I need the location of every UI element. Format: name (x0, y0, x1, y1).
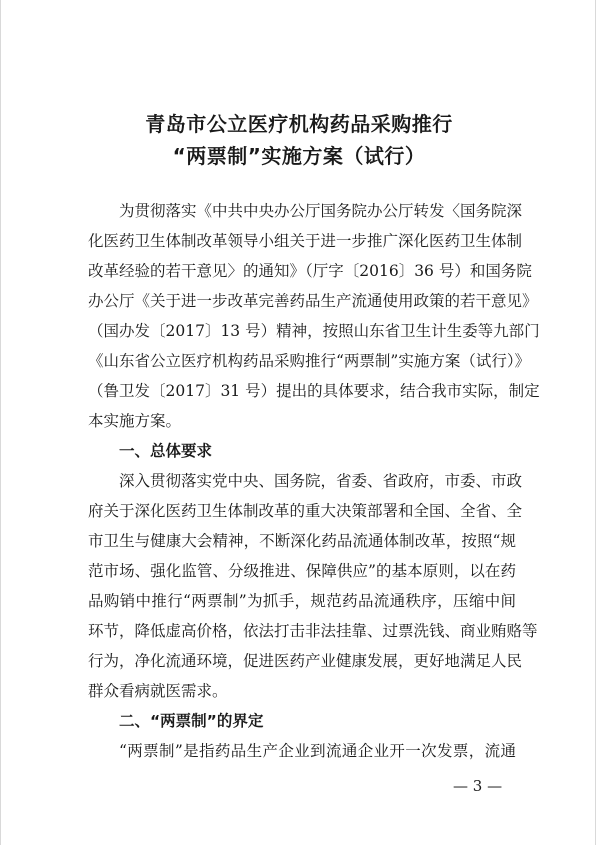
section-2-line-1: “两票制”是指药品生产企业到流通企业开一次发票，流通 (119, 742, 516, 760)
intro-line-2: 化医药卫生体制改革领导小组关于进一步推广深化医药卫生体制 (88, 232, 523, 250)
section-1-heading: 一、总体要求 (119, 442, 213, 460)
document-title-line-1: 青岛市公立医疗机构药品采购推行 (145, 112, 453, 136)
section-1-line-5: 品购销中推行“两票制”为抓手，规范药品流通秩序，压缩中间 (88, 592, 516, 610)
intro-line-4: 办公厅《关于进一步改革完善药品生产流通使用政策的若干意见》 (88, 292, 538, 310)
intro-line-5: （国办发〔2017〕13 号）精神，按照山东省卫生计生委等九部门 (88, 322, 540, 340)
section-1-line-4: 范市场、强化监管、分级推进、保障供应”的基本原则，以在药 (88, 562, 516, 580)
section-1-line-2: 府关于深化医药卫生体制改革的重大决策部署和全国、全省、全 (88, 502, 523, 520)
intro-line-3: 改革经验的若干意见〉的通知》（厅字〔2016〕36 号）和国务院 (88, 262, 532, 280)
intro-line-7: （鲁卫发〔2017〕31 号）提出的具体要求，结合我市实际，制定 (88, 382, 540, 400)
section-1-line-3: 市卫生与健康大会精神，不断深化药品流通体制改革，按照“规 (88, 532, 516, 550)
intro-line-6: 《山东省公立医疗机构药品采购推行“两票制”实施方案（试行）》 (88, 352, 531, 370)
section-1-line-7: 行为，净化流通环境，促进医药产业健康发展，更好地满足人民 (88, 652, 523, 670)
section-1-line-6: 环节，降低虚高价格，依法打击非法挂靠、过票洗钱、商业贿赂等 (88, 622, 538, 640)
intro-line-1: 为贯彻落实《中共中央办公厅国务院办公厅转发〈国务院深 (119, 202, 523, 220)
page-number: — 3 — (453, 777, 503, 795)
section-1-line-8: 群众看病就医需求。 (88, 682, 228, 700)
section-1-line-1: 深入贯彻落实党中央、国务院，省委、省政府，市委、市政 (119, 472, 523, 490)
section-2-heading: 二、“两票制”的界定 (119, 712, 264, 730)
document-title-line-2: “两票制”实施方案（试行） (172, 144, 426, 168)
intro-line-8: 本实施方案。 (88, 412, 182, 430)
